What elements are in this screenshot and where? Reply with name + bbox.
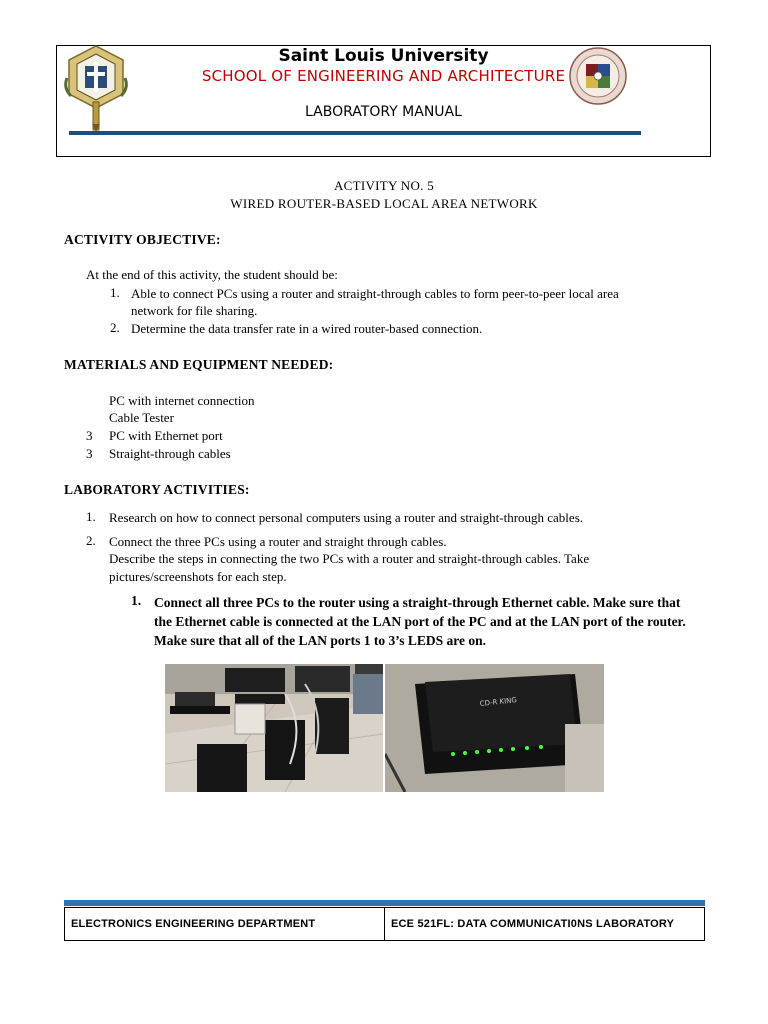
material-qty: 3 xyxy=(86,446,93,461)
pc-lab-photo xyxy=(165,664,383,792)
lab-item-text: Research on how to connect personal computers using a router and straight-through cables. xyxy=(109,510,583,525)
router-brand-label: CD-R KING xyxy=(479,696,518,708)
material-item: Cable Tester xyxy=(109,410,174,425)
step-instruction: Connect all three PCs to the router using a straight-through Ethernet cable. Make sure that the Ethernet cable is connected at the LAN port of the PC and at the LAN port of the router. Make sure that all of the LAN ports 1 to 3’s LEDS are on. xyxy=(154,595,686,648)
footer-table xyxy=(64,907,705,941)
school-name: SCHOOL OF ENGINEERING AND ARCHITECTURE xyxy=(201,67,566,85)
activity-title: WIRED ROUTER-BASED LOCAL AREA NETWORK xyxy=(230,196,538,211)
step-number: 1. xyxy=(131,593,142,608)
lab-item-text: Connect the three PCs using a router and straight through cables. xyxy=(109,534,447,549)
objective-heading: ACTIVITY OBJECTIVE: xyxy=(64,232,221,247)
material-item: Straight-through cables xyxy=(109,446,231,461)
material-qty: 3 xyxy=(86,428,93,443)
objective-item-text: Able to connect PCs using a router and straight-through cables to form peer-to-peer local area xyxy=(131,286,619,301)
lab-item-text: Describe the steps in connecting the two PCs with a router and straight-through cables. Take xyxy=(109,551,590,566)
objective-item-number: 1. xyxy=(110,285,120,300)
manual-title: LABORATORY MANUAL xyxy=(305,104,462,120)
material-item: PC with Ethernet port xyxy=(109,428,223,443)
header-rule xyxy=(69,131,641,135)
objective-item-text: Determine the data transfer rate in a wired router-based connection. xyxy=(131,321,483,336)
lab-heading: LABORATORY ACTIVITIES: xyxy=(64,482,250,497)
lab-item-text: pictures/screenshots for each step. xyxy=(109,569,287,584)
lab-item-number: 2. xyxy=(86,533,96,548)
footer-department: ELECTRONICS ENGINEERING DEPARTMENT xyxy=(65,908,385,940)
objective-item-text: network for file sharing. xyxy=(131,303,258,318)
footer-course: ECE 521FL: DATA COMMUNICATI0NS LABORATORY xyxy=(391,918,675,930)
footer-rule xyxy=(64,900,705,906)
material-item: PC with internet connection xyxy=(109,393,255,408)
objective-intro: At the end of this activity, the student should be: xyxy=(86,267,338,282)
university-name: Saint Louis University xyxy=(278,46,489,66)
router-leds-photo xyxy=(385,664,604,792)
lab-item-number: 1. xyxy=(86,509,96,524)
activity-number: ACTIVITY NO. 5 xyxy=(333,178,435,193)
objective-item-number: 2. xyxy=(110,320,120,335)
materials-heading: MATERIALS AND EQUIPMENT NEEDED: xyxy=(64,357,334,372)
